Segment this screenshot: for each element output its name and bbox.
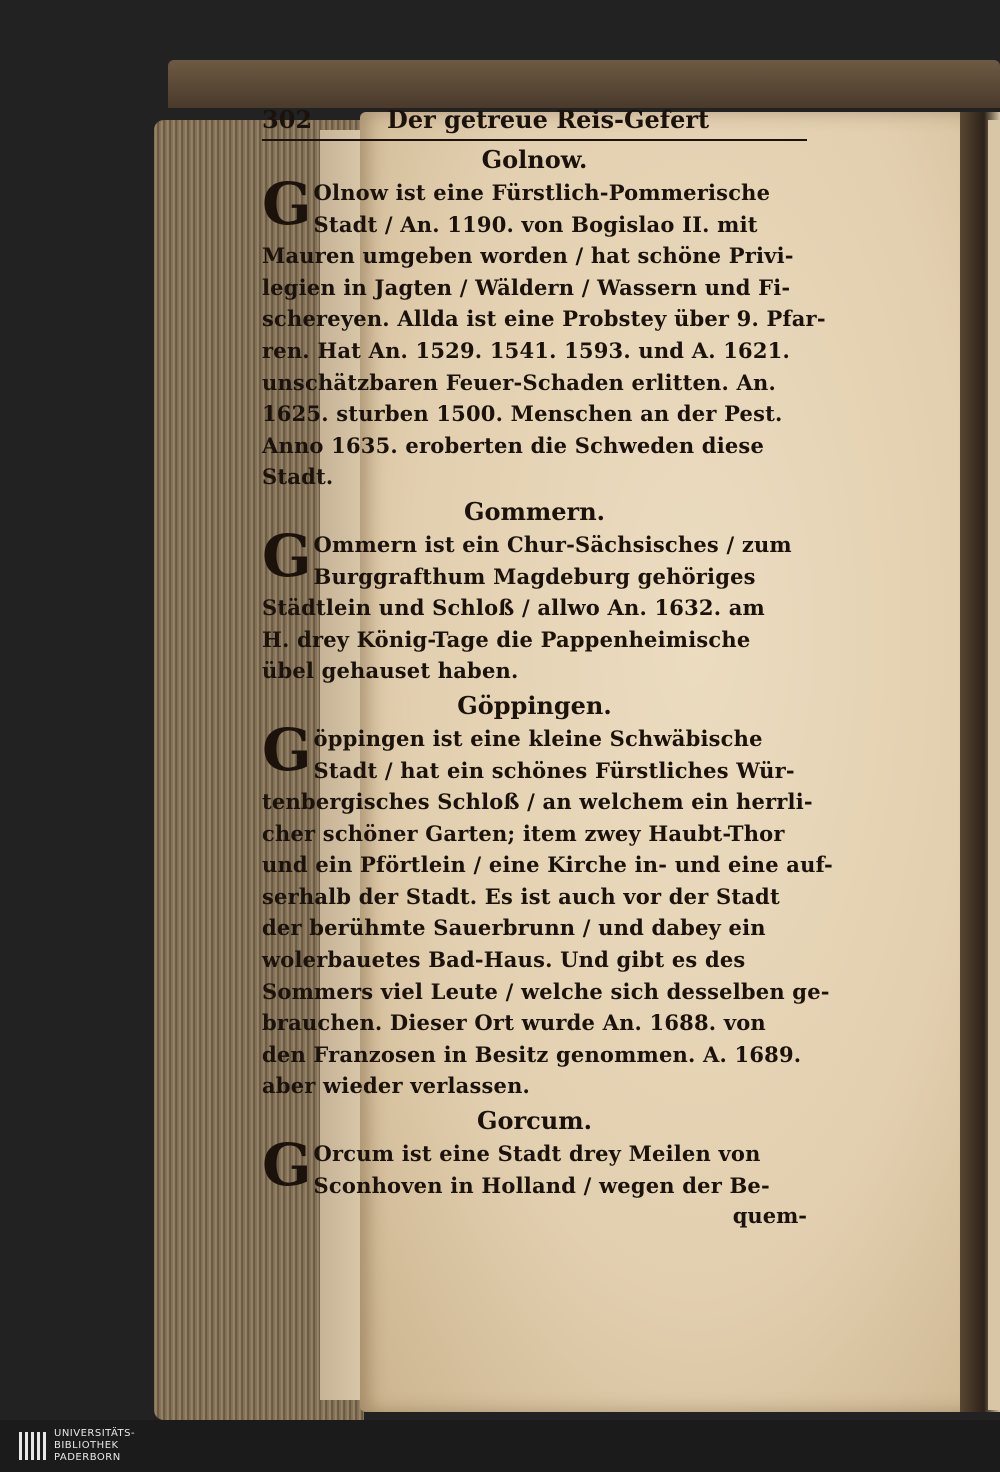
- text-line: Stadt.: [262, 464, 334, 490]
- text-line: aber wieder verlassen.: [262, 1073, 531, 1099]
- library-logo-text: [54, 1428, 135, 1464]
- running-head: [262, 105, 807, 141]
- text-line: Anno 1635. eroberten die Schweden diese: [262, 432, 765, 458]
- text-line: Sconhoven in Holland / wegen der Be-: [313, 1172, 770, 1198]
- logo-line: PADERBORN: [54, 1452, 121, 1463]
- text-line: Ommern ist ein Chur-Sächsisches / zum: [313, 531, 792, 557]
- book-cover-top: [168, 60, 1000, 108]
- page-text: [262, 105, 833, 1231]
- text-line: Stadt / An. 1190. von Bogislao II. mit: [313, 211, 758, 237]
- entry-heading: Gorcum.: [477, 1106, 592, 1136]
- running-title: Der getreue Reis-Gefert: [387, 105, 710, 134]
- text-line: legien in Jagten / Wäldern / Wassern und Fi-: [262, 274, 791, 300]
- page-number: 302: [262, 105, 313, 134]
- library-logo-icon: [18, 1430, 48, 1462]
- text-line: 1625. sturben 1500. Menschen an der Pest.: [262, 401, 783, 427]
- entry-goeppingen: [262, 690, 833, 1102]
- entry-gommern: [262, 497, 807, 687]
- text-line: übel gehauset haben.: [262, 658, 519, 684]
- drop-initial: G: [262, 715, 312, 784]
- text-line: ren. Hat An. 1529. 1541. 1593. und A. 1621.: [262, 337, 790, 363]
- entry-gorcum: [262, 1106, 807, 1201]
- catchword: quem-: [732, 1203, 807, 1229]
- text-line: Sommers viel Leute / welche sich desselben ge-: [262, 978, 830, 1004]
- text-line: tenbergisches Schloß / an welchem ein herrli-: [262, 789, 813, 815]
- text-line: Mauren umgeben worden / hat schöne Privi-: [262, 243, 794, 269]
- text-line: Orcum ist eine Stadt drey Meilen von: [313, 1141, 761, 1167]
- text-line: schereyen. Allda ist eine Probstey über 9. Pfar-: [262, 306, 826, 332]
- entry-heading: Gommern.: [463, 496, 605, 526]
- entry-golnow: [262, 145, 826, 493]
- text-line: der berühmte Sauerbrunn / und dabey ein: [262, 915, 766, 941]
- text-line: und ein Pförtlein / eine Kirche in- und eine auf-: [262, 852, 833, 878]
- text-line: öppingen ist eine kleine Schwäbische: [313, 725, 763, 751]
- text-line: wolerbauetes Bad-Haus. Und gibt es des: [262, 947, 746, 973]
- facing-page-edge: [988, 120, 1000, 1410]
- text-line: Stadt / hat ein schönes Fürstliches Wür-: [313, 757, 795, 783]
- text-line: den Franzosen in Besitz genommen. A. 1689.: [262, 1041, 802, 1067]
- drop-initial: G: [262, 1131, 312, 1200]
- text-line: cher schöner Garten; item zwey Haubt-Thor: [262, 820, 785, 846]
- text-line: brauchen. Dieser Ort wurde An. 1688. von: [262, 1010, 766, 1036]
- logo-line: UNIVERSITÄTS-: [54, 1428, 136, 1439]
- drop-initial: G: [262, 521, 312, 590]
- footer-bar: [0, 1420, 1000, 1472]
- text-line: Städtlein und Schloß / allwo An. 1632. am: [262, 595, 765, 621]
- text-line: H. drey König-Tage die Pappenheimische: [262, 626, 751, 652]
- entry-heading: Golnow.: [481, 145, 588, 174]
- logo-line: BIBLIOTHEK: [54, 1440, 119, 1451]
- text-line: unschätzbaren Feuer-Schaden erlitten. An.: [262, 369, 777, 395]
- text-line: serhalb der Stadt. Es ist auch vor der Stadt: [262, 883, 780, 909]
- text-line: Olnow ist eine Fürstlich-Pommerische: [313, 180, 771, 205]
- entry-heading: Göppingen.: [457, 690, 612, 720]
- drop-initial: G: [262, 170, 312, 238]
- text-line: Burggrafthum Magdeburg gehöriges: [313, 563, 756, 589]
